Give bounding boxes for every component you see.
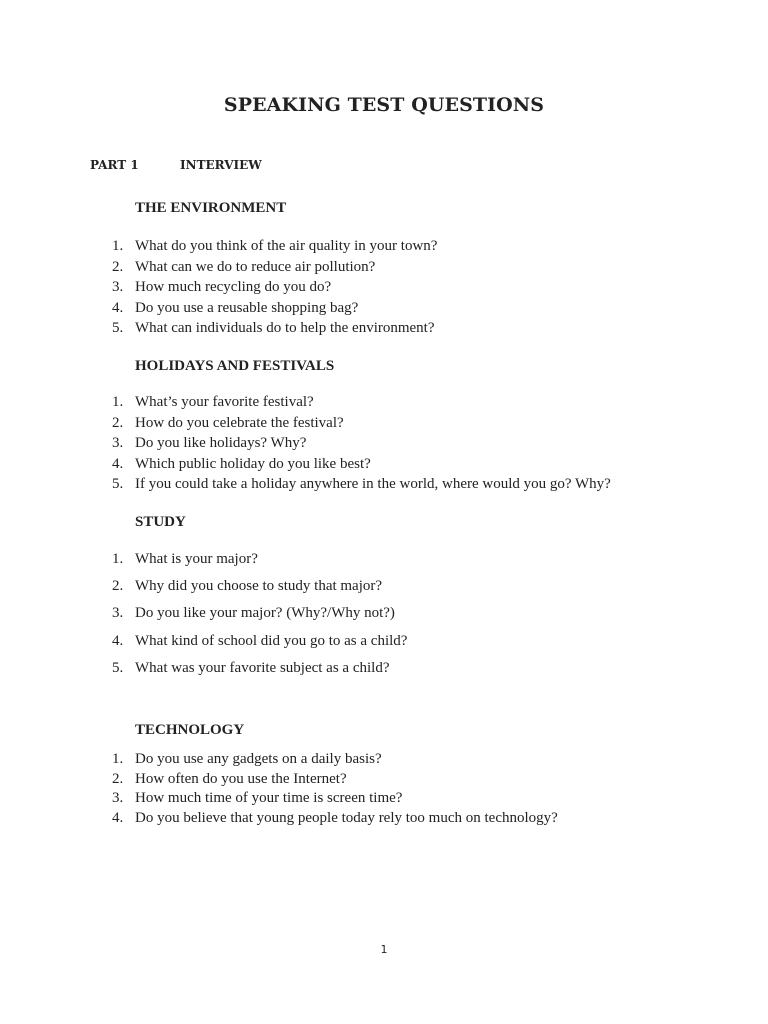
question-number: 1. [112,751,124,767]
question-number: 3. [112,435,124,451]
document-title: SPEAKING TEST QUESTIONS [223,94,545,116]
question-number: 1. [112,238,124,254]
part-name: INTERVIEW [180,158,262,172]
part-label: PART 1 [90,158,139,172]
question-number: 1. [112,394,124,410]
question-text: Do you like your major? (Why?/Why not?) [135,605,395,622]
question-text: What’s your favorite festival? [135,394,314,410]
question-text: What do you think of the air quality in your town? [135,238,438,254]
question-number: 5. [112,320,124,336]
question-number: 3. [112,279,124,295]
question-number: 4. [112,632,124,649]
section-heading-holidays: HOLIDAYS AND FESTIVALS [135,358,335,374]
question-text: What was your favorite subject as a child? [135,659,390,676]
question-text: If you could take a holiday anywhere in the world, where would you go? Why? [135,476,611,492]
question-number: 5. [112,659,124,676]
question-text: Do you believe that young people today rely too much on technology? [135,809,558,826]
question-text: How much time of your time is screen time? [135,790,403,806]
question-number: 5. [112,476,124,492]
question-text: Do you use any gadgets on a daily basis? [135,751,382,767]
question-text: What is your major? [135,551,258,567]
question-text: Why did you choose to study that major? [135,578,383,595]
question-text: How much recycling do you do? [135,279,332,295]
question-number: 4. [112,455,124,472]
question-number: 2. [112,578,124,595]
question-number: 1. [112,551,124,567]
page-number: 1 [380,943,388,956]
question-text: Do you use a reusable shopping bag? [135,299,359,316]
question-text: How do you celebrate the festival? [135,414,344,431]
question-number: 4. [112,809,124,826]
question-text: What can we do to reduce air pollution? [135,258,376,275]
question-text: Which public holiday do you like best? [135,455,371,472]
question-number: 2. [112,258,124,275]
question-text: How often do you use the Internet? [135,770,347,787]
question-number: 3. [112,790,124,806]
question-text: What can individuals do to help the environment? [135,320,435,336]
question-number: 2. [112,770,124,787]
section-heading-technology: TECHNOLOGY [135,722,245,738]
question-number: 3. [112,605,124,622]
question-number: 4. [112,299,124,316]
section-heading-study: STUDY [135,514,186,530]
question-text: Do you like holidays? Why? [135,435,307,451]
section-heading-environment: THE ENVIRONMENT [135,200,287,216]
question-text: What kind of school did you go to as a child? [135,632,408,649]
question-number: 2. [112,414,124,431]
